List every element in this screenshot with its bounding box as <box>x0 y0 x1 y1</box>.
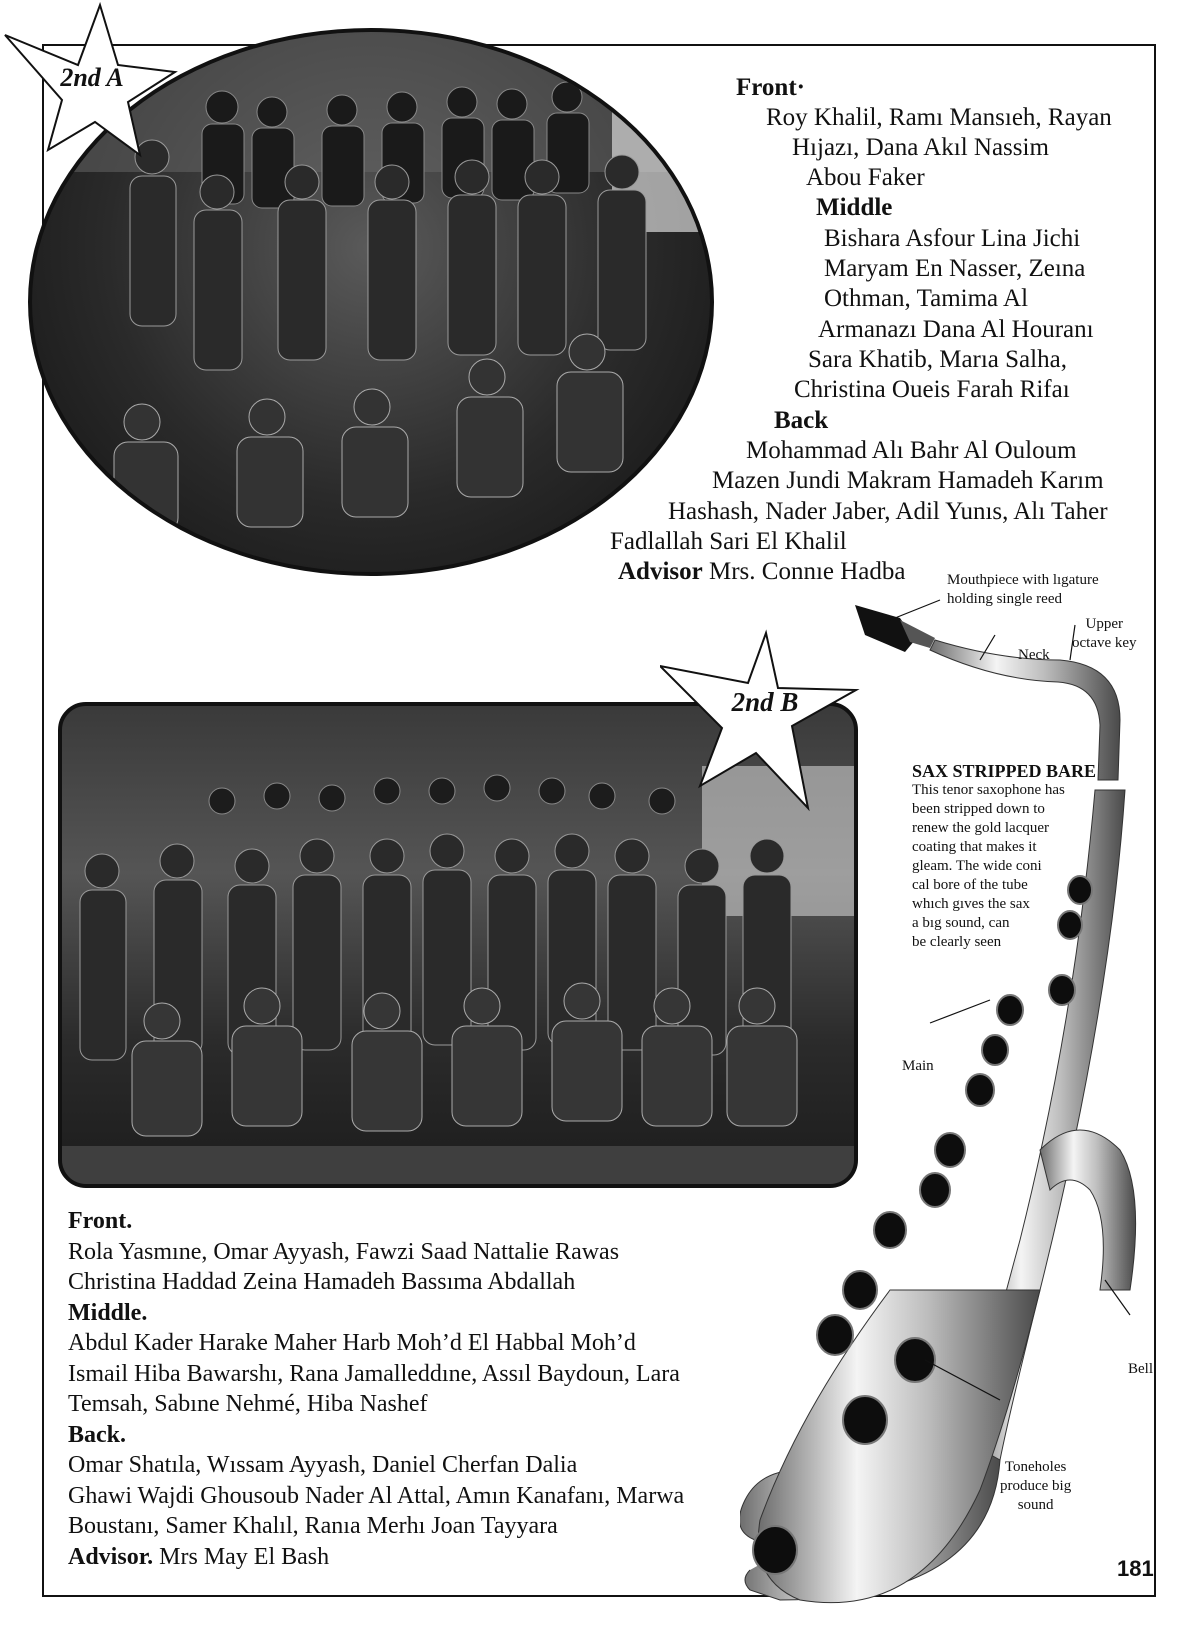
sax-title: SAX STRIPPED BARE <box>912 761 1097 781</box>
class-2b-advisor: Advisor. Mrs May El Bash <box>68 1543 330 1570</box>
sax-stripped-bare-box: SAX STRIPPED BARE This tenor saxophone has been stripped down to renew the gold lacquer coating that makes it gleam. The wide coni cal bore of the tube whıch gıves the sax a bıg sound, can be clearly seen <box>912 762 1122 952</box>
toneholes-callout: Toneholes produce big sound <box>1000 1459 1072 1513</box>
class-2a-line-0: Front· <box>736 74 805 101</box>
star-label-2b: 2nd B <box>731 687 799 717</box>
page-number: 181 <box>1117 1556 1154 1581</box>
mouthpiece-callout: Mouthpiece with lıgature holding single reed <box>947 572 1099 607</box>
bell-callout: Bell <box>1128 1361 1153 1377</box>
class-2b-middle-line: Ismail Hiba Bawarshı, Rana Jamalleddıne, Assıl Baydoun, Lara <box>68 1360 680 1387</box>
class-2a-line-10: Christina Oueis Farah Rifaı <box>794 376 1070 403</box>
class-2b-back-heading: Back. <box>68 1421 127 1448</box>
class-2a-line-11: Back <box>774 407 829 434</box>
class-2a-line-15: Fadlallah Sari El Khalil <box>610 528 847 555</box>
class-2a-line-8: Armanazı Dana Al Houranı <box>818 316 1094 343</box>
neck-callout: Neck <box>1018 647 1050 663</box>
class-2b-middle-heading: Middle. <box>68 1299 148 1326</box>
class-2a-advisor: Advisor Mrs. Connıe Hadba <box>618 558 906 585</box>
class-2a-line-12: Mohammad Alı Bahr Al Ouloum <box>746 437 1077 464</box>
class-2a-line-9: Sara Khatib, Marıa Salha, <box>808 346 1067 373</box>
class-2a-line-1: Roy Khalil, Ramı Mansıeh, Rayan <box>766 104 1112 131</box>
class-2a-line-14: Hashash, Nader Jaber, Adil Yunıs, Alı Taher <box>668 498 1108 525</box>
star-badge-2a <box>0 0 185 160</box>
class-2a-line-6: Maryam En Nasser, Zeına <box>824 255 1086 282</box>
main-callout: Main <box>902 1058 934 1074</box>
class-2b-front-heading: Front. <box>68 1208 133 1234</box>
class-2a-line-2: Hıjazı, Dana Akıl Nassim <box>792 134 1049 161</box>
class-2b-back-line: Ghawi Wajdi Ghousoub Nader Al Attal, Amın Kanafanı, Marwa <box>68 1482 685 1509</box>
class-2b-front-line: Christina Haddad Zeina Hamadeh Bassıma Abdallah <box>68 1269 576 1295</box>
class-2a-line-5: Bishara Asfour Lina Jichi <box>824 225 1081 252</box>
mouthpiece-icon <box>855 605 935 652</box>
upper-octave-callout: Upper octave key <box>1072 616 1137 651</box>
class-2a-line-13: Mazen Jundi Makram Hamadeh Karım <box>712 467 1104 494</box>
class-2a-line-3: Abou Faker <box>806 164 925 191</box>
class-2b-back-line: Omar Shatıla, Wıssam Ayyash, Daniel Cherfan Dalia <box>68 1452 578 1478</box>
class-2b-middle-line: Abdul Kader Harake Maher Harb Moh’d El Habbal Moh’d <box>68 1330 636 1356</box>
star-label-2a: 2nd A <box>60 63 124 92</box>
class-2b-names <box>68 1206 748 1572</box>
class-2b-middle-line: Temsah, Sabıne Nehmé, Hiba Nashef <box>68 1391 428 1417</box>
class-2b-back-line: Boustanı, Samer Khalıl, Ranıa Merhı Joan Tayyara <box>68 1513 558 1539</box>
class-2a-line-7: Othman, Tamima Al <box>824 285 1029 312</box>
class-2a-line-4: Middle <box>816 194 893 221</box>
saxophone-illustration <box>740 590 1160 1630</box>
class-2b-front-line: Rola Yasmıne, Omar Ayyash, Fawzi Saad Nattalie Rawas <box>68 1238 620 1265</box>
